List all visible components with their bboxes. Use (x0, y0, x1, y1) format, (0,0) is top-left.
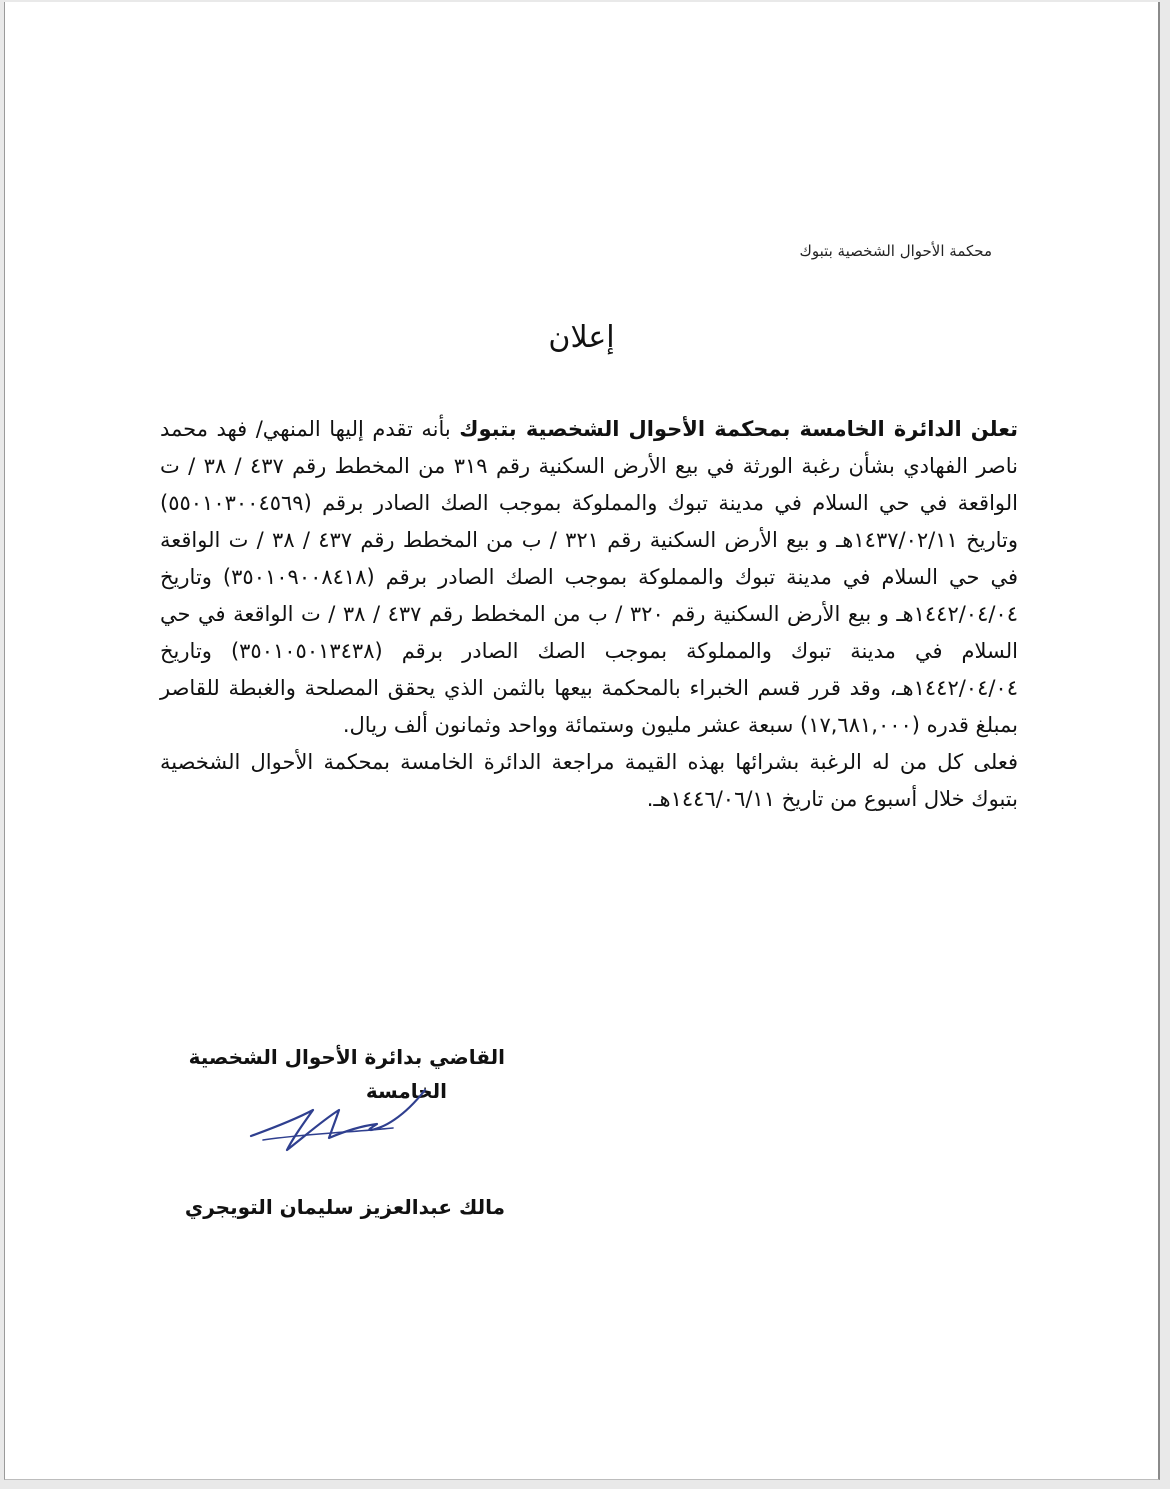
announcement-paragraph (160, 411, 1018, 744)
judge-title-line1: القاضي بدائرة الأحوال الشخصية (188, 1045, 505, 1069)
announcement-closing: فعلى كل من له الرغبة بشرائها بهذه القيمة مراجعة الدائرة الخامسة بمحكمة الأحوال الشخصية بتبوك خلال أسبوع من تاريخ ١٤٤٦/٠٦/١١هـ. (160, 750, 1018, 811)
judge-title-line2: الخامسة (365, 1079, 447, 1103)
court-header: محكمة الأحوال الشخصية بتبوك (799, 242, 992, 260)
announcement-title: إعلان (548, 320, 615, 355)
judge-name: مالك عبدالعزيز سليمان التويجري (184, 1195, 505, 1219)
document-page (4, 2, 1160, 1480)
signature-stroke (251, 1090, 425, 1150)
announcement-body (160, 411, 1018, 818)
handwritten-signature (243, 1088, 433, 1158)
announcement-intro-bold: تعلن الدائرة الخامسة بمحكمة الأحوال الشخصية بتبوك (459, 417, 1018, 441)
announcement-intro-text: بأنه تقدم إليها المنهي/ فهد محمد ناصر الفهادي بشأن رغبة الورثة في بيع الأرض السكنية رقم ٣١٩ من المخطط رقم ٤٣٧ / ٣٨ / ت الواقعة في حي السلام في مدينة تبوك والمملوكة بموجب الصك الصادر برقم (٥٥٠١٠٣٠٠٤٥٦٩) وتاريخ ١٤٣٧/٠٢/١١هـ و بيع الأرض السكنية رقم ٣٢١ / ب من المخطط رقم ٤٣٧ / ٣٨ / ت الواقعة في حي السلام في مدينة تبوك والمملوكة بموجب الصك الصادر برقم (٣٥٠١٠٩٠٠٨٤١٨) وتاريخ ١٤٤٢/٠٤/٠٤هـ و بيع الأرض السكنية رقم ٣٢٠ / ب من المخطط رقم ٤٣٧ / ٣٨ / ت الواقعة في حي السلام في مدينة تبوك والمملوكة بموجب الصك الصادر برقم (٣٥٠١٠٥٠١٣٤٣٨) وتاريخ ١٤٤٢/٠٤/٠٤هـ، وقد قرر قسم الخبراء بالمحكمة بيعها بالثمن الذي يحقق المصلحة والغبطة للقاصر بمبلغ قدره (١٧,٦٨١,٠٠٠) سبعة عشر مليون وستمائة وواحد وثمانون ألف ريال. (160, 417, 1019, 737)
